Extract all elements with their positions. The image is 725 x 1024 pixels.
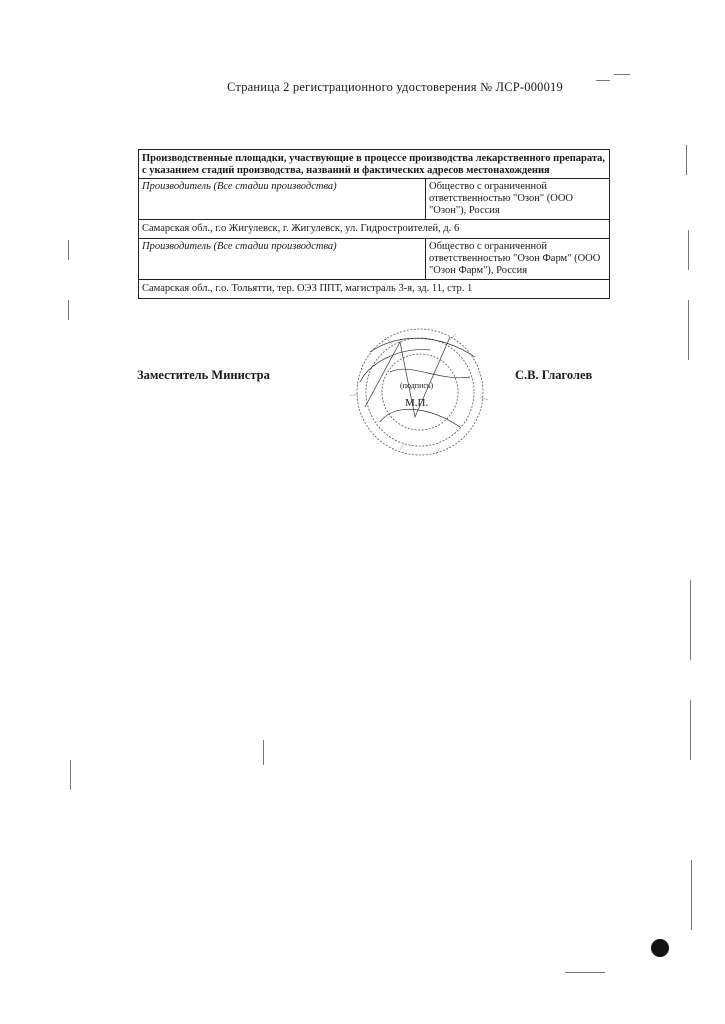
table-row (139, 179, 610, 220)
scan-mark (263, 740, 264, 765)
signature-label: (подпись) (400, 381, 434, 390)
site-address: Самарская обл., г.о. Тольятти, тер. ОЭЗ ППТ, магистраль 3-я, зд. 11, стр. 1 (139, 280, 610, 299)
table-row (139, 220, 610, 239)
seal-label: М.П. (405, 397, 429, 409)
signatory-position: Заместитель Министра (137, 368, 270, 382)
production-sites-table (138, 149, 610, 299)
table-header-row (139, 150, 610, 179)
site-role: Производитель (Все стадии производства) (139, 179, 426, 220)
scan-mark (614, 74, 630, 75)
table-row (139, 280, 610, 299)
scan-mark (688, 300, 689, 360)
punch-hole (651, 939, 669, 957)
site-company: Общество с ограниченной ответственностью "Озон Фарм" (ООО "Озон Фарм"), Россия (426, 239, 610, 280)
table-header: Производственные площадки, участвующие в процессе производства лекарственного препарата, с указанием стадий производства, названий и фактических адресов местонахождения (139, 150, 610, 179)
scan-mark (68, 300, 69, 320)
signatory-name: С.В. Глаголев (515, 368, 593, 382)
scan-mark (690, 700, 691, 760)
table-row (139, 239, 610, 280)
scan-mark (690, 580, 691, 660)
site-company: Общество с ограниченной ответственностью "Озон" (ООО "Озон"), Россия (426, 179, 610, 220)
scan-mark (70, 760, 71, 790)
scan-mark (691, 860, 692, 930)
scan-mark (68, 240, 69, 260)
scan-mark (686, 145, 687, 175)
page-title: Страница 2 регистрационного удостоверения № ЛСР-000019 (227, 80, 563, 94)
site-role: Производитель (Все стадии производства) (139, 239, 426, 280)
official-seal-icon (340, 322, 500, 462)
scan-mark (596, 80, 610, 81)
site-address: Самарская обл., г.о Жигулевск, г. Жигулевск, ул. Гидростроителей, д. 6 (139, 220, 610, 239)
scan-mark (565, 972, 605, 973)
scan-mark (688, 230, 689, 270)
